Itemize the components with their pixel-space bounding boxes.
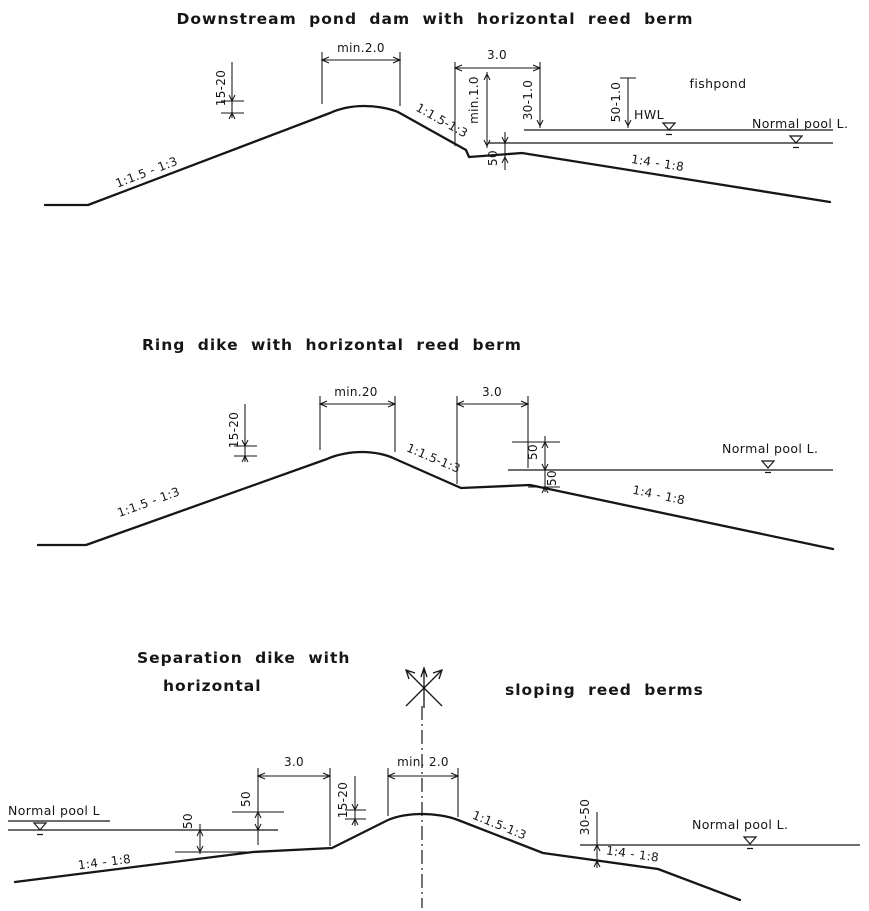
- slope-label-berm-outer: 1:4 - 1:8: [630, 151, 686, 175]
- dim-label-crest-width: min. 2.0: [397, 755, 449, 769]
- dim-label-left-upper: 50: [239, 791, 253, 807]
- dim-label-crest-width: min.20: [334, 385, 378, 399]
- diagram1-title: Downstream pond dam with horizontal reed berm: [176, 10, 694, 28]
- dim-label-berm-width: 3.0: [284, 755, 304, 769]
- slope-label-outer: 1:1.5 - 1:3: [115, 484, 182, 520]
- dim-label-freeboard: 15-20: [214, 69, 228, 107]
- dim-label-berm-width: 3.0: [487, 48, 507, 62]
- slope-label-right-berm: 1:4 - 1:8: [605, 843, 660, 865]
- dim-label-50-lower: 50: [545, 470, 559, 486]
- water-level-icon: [762, 461, 774, 473]
- dim-label-right-berm: 30-50: [578, 798, 592, 836]
- fishpond-label: fishpond: [689, 76, 747, 91]
- diagram-downstream-pond-dam: [45, 10, 848, 205]
- dim-label-berm-submergence: 50: [486, 150, 500, 166]
- dimension-lines: [234, 396, 560, 492]
- diagram3-title-line1: Separation dike with: [137, 649, 351, 667]
- normal-pool-label: Normal pool L.: [752, 116, 849, 131]
- normal-pool-label-left: Normal pool L: [8, 803, 101, 818]
- slope-label-left-outer: 1:4 - 1:8: [77, 851, 132, 873]
- slope-label-inner: 1:1.5-1:3: [413, 100, 471, 141]
- slope-label-upstream: 1:1.5 - 1:3: [113, 154, 180, 191]
- diagram-ring-dike: [38, 336, 833, 549]
- water-level-lines: [488, 130, 833, 143]
- hwl-label: HWL: [634, 107, 664, 122]
- diagram2-title: Ring dike with horizontal reed berm: [142, 336, 522, 354]
- dim-label-freeboard: 15-20: [227, 411, 241, 449]
- dim-label-depth-range-inner: 30-1.0: [521, 79, 535, 121]
- slope-label-berm-outer: 1:4 - 1:8: [631, 482, 687, 508]
- dim-label-crest-width: min.2.0: [337, 41, 385, 55]
- dim-label-depth-range-outer: 50-1.0: [609, 81, 623, 123]
- slope-label-right-upper: 1:1.5-1:3: [470, 808, 529, 843]
- dim-label-min-depth: min.1.0: [467, 76, 481, 124]
- normal-pool-label-right: Normal pool L.: [692, 817, 789, 832]
- dim-label-freeboard: 15-20: [336, 781, 350, 819]
- dim-label-left-lower: 50: [181, 813, 195, 829]
- diagram3-title-line3: sloping reed berms: [505, 681, 704, 699]
- normal-pool-label: Normal pool L.: [722, 441, 819, 456]
- slope-label-inner: 1:1.5-1:3: [404, 440, 463, 476]
- reed-symbol-icon: [406, 668, 442, 708]
- dim-label-50-upper: 50: [526, 444, 540, 460]
- dim-label-berm-width: 3.0: [482, 385, 502, 399]
- diagram3-title-line2: horizontal: [163, 677, 262, 695]
- diagram-separation-dike: [8, 649, 860, 908]
